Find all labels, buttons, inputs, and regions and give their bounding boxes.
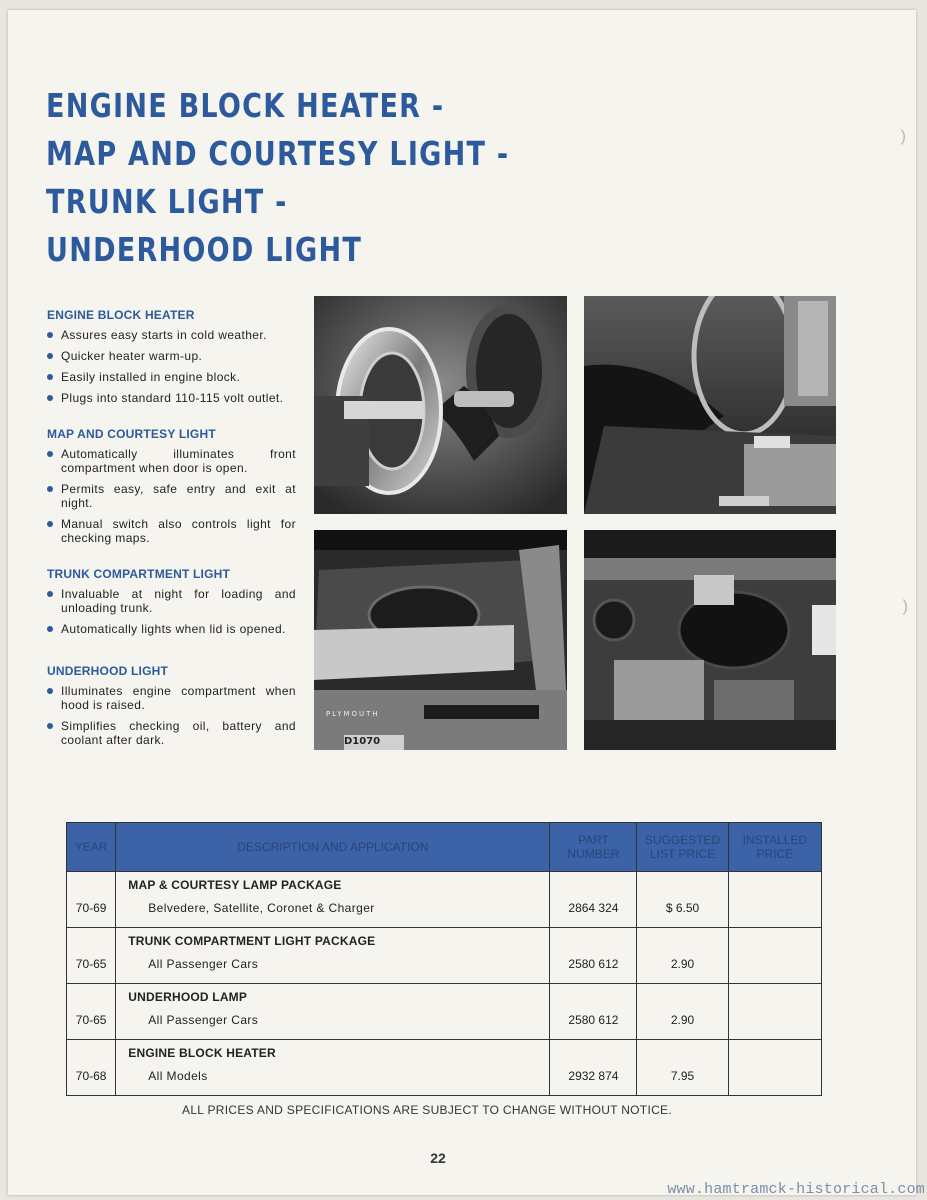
catalog-page	[8, 10, 916, 1195]
bullet-text: Plugs into standard 110-115 volt outlet.	[61, 391, 284, 405]
site-watermark: www.hamtramck-historical.com	[667, 1181, 925, 1198]
bullet-dot-icon	[47, 395, 53, 401]
cell-description	[116, 984, 550, 1040]
table-row	[67, 984, 822, 1040]
item-name: ENGINE BLOCK HEATER	[128, 1046, 276, 1060]
title-line: ENGINE BLOCK HEATER -	[46, 86, 445, 125]
feature-list	[46, 308, 296, 761]
photo-underhood-light	[584, 530, 836, 750]
bullet-dot-icon	[47, 591, 53, 597]
title-line: UNDERHOOD LIGHT	[46, 230, 363, 269]
cell-list-price: $ 6.50	[637, 872, 728, 928]
bullet-dot-icon	[47, 353, 53, 359]
title-line: TRUNK LIGHT -	[46, 182, 288, 221]
table-row	[67, 872, 822, 928]
bullet-item	[46, 587, 296, 615]
cell-part-number: 2580 612	[550, 984, 637, 1040]
cell-part-number: 2864 324	[550, 872, 637, 928]
item-name: MAP & COURTESY LAMP PACKAGE	[128, 878, 342, 892]
bullet-text: Manual switch also controls light for checking maps.	[61, 517, 296, 545]
bullet-item	[46, 328, 296, 342]
bullet-item	[46, 482, 296, 510]
bullet-text: Invaluable at night for loading and unloading trunk.	[61, 587, 296, 615]
column-header-year: YEAR	[67, 823, 116, 872]
bullet-dot-icon	[47, 688, 53, 694]
cell-list-price: 2.90	[637, 984, 728, 1040]
title-line: MAP AND COURTESY LIGHT -	[46, 134, 510, 173]
section-heading: ENGINE BLOCK HEATER	[47, 308, 195, 322]
cell-year: 70-65	[67, 928, 116, 984]
bullet-text: Permits easy, safe entry and exit at night.	[61, 482, 296, 510]
bullet-text: Automatically lights when lid is opened.	[61, 622, 286, 636]
bumper-badge: PLYMOUTH	[326, 710, 380, 718]
item-application: All Passenger Cars	[148, 957, 259, 971]
bullet-text: Simplifies checking oil, battery and coolant after dark.	[61, 719, 296, 747]
section-heading: TRUNK COMPARTMENT LIGHT	[47, 567, 231, 581]
item-application: All Models	[148, 1069, 208, 1083]
photo-trunk-light	[314, 530, 567, 750]
cell-description	[116, 928, 550, 984]
section-engine-block-heater	[46, 308, 296, 405]
bullet-item	[46, 719, 296, 747]
item-application: All Passenger Cars	[148, 1013, 259, 1027]
bullet-text: Assures easy starts in cold weather.	[61, 328, 267, 342]
bullet-text: Easily installed in engine block.	[61, 370, 241, 384]
section-heading: MAP AND COURTESY LIGHT	[47, 427, 216, 441]
bullet-item	[46, 349, 296, 363]
column-header-description: DESCRIPTION AND APPLICATION	[116, 823, 550, 872]
license-plate: D1070	[344, 736, 381, 747]
item-name: UNDERHOOD LAMP	[128, 990, 248, 1004]
cell-installed-price	[728, 872, 821, 928]
table-header-row	[67, 823, 822, 872]
bullet-dot-icon	[47, 521, 53, 527]
page-title	[46, 82, 509, 274]
price-disclaimer: ALL PRICES AND SPECIFICATIONS ARE SUBJECT TO CHANGE WITHOUT NOTICE.	[182, 1103, 672, 1117]
bullet-item	[46, 447, 296, 475]
table-row	[67, 1040, 822, 1096]
bullet-item	[46, 622, 296, 636]
bullet-dot-icon	[47, 374, 53, 380]
bullet-item	[46, 391, 296, 405]
edge-mark: )	[902, 598, 908, 615]
column-header-part-number: PART NUMBER	[550, 823, 637, 872]
photo-engine-block-heater	[314, 296, 567, 514]
bullet-text: Automatically illuminates front compartment when door is open.	[61, 447, 296, 475]
column-header-installed-price: INSTALLED PRICE	[728, 823, 821, 872]
bullet-dot-icon	[47, 486, 53, 492]
bullet-item	[46, 517, 296, 545]
price-table	[66, 822, 822, 1096]
cell-part-number: 2932 874	[550, 1040, 637, 1096]
edge-mark: )	[900, 128, 906, 145]
cell-year: 70-65	[67, 984, 116, 1040]
cell-installed-price	[728, 984, 821, 1040]
cell-year: 70-68	[67, 1040, 116, 1096]
cell-installed-price	[728, 928, 821, 984]
bullet-dot-icon	[47, 451, 53, 457]
photo-courtesy-light	[584, 296, 836, 514]
cell-part-number: 2580 612	[550, 928, 637, 984]
section-heading: UNDERHOOD LIGHT	[47, 664, 168, 678]
bullet-text: Illuminates engine compartment when hood is raised.	[61, 684, 296, 712]
bullet-dot-icon	[47, 626, 53, 632]
bullet-text: Quicker heater warm-up.	[61, 349, 203, 363]
bullet-item	[46, 684, 296, 712]
column-header-list-price: SUGGESTED LIST PRICE	[637, 823, 728, 872]
table-row	[67, 928, 822, 984]
page-number: 22	[430, 1150, 446, 1166]
bullet-dot-icon	[47, 332, 53, 338]
cell-list-price: 7.95	[637, 1040, 728, 1096]
item-application: Belvedere, Satellite, Coronet & Charger	[148, 901, 375, 915]
section-underhood-light	[46, 664, 296, 747]
item-name: TRUNK COMPARTMENT LIGHT PACKAGE	[128, 934, 376, 948]
cell-description	[116, 872, 550, 928]
cell-installed-price	[728, 1040, 821, 1096]
section-map-courtesy-light	[46, 427, 296, 545]
cell-description	[116, 1040, 550, 1096]
cell-year: 70-69	[67, 872, 116, 928]
cell-list-price: 2.90	[637, 928, 728, 984]
bullet-dot-icon	[47, 723, 53, 729]
section-trunk-light	[46, 567, 296, 636]
bullet-item	[46, 370, 296, 384]
